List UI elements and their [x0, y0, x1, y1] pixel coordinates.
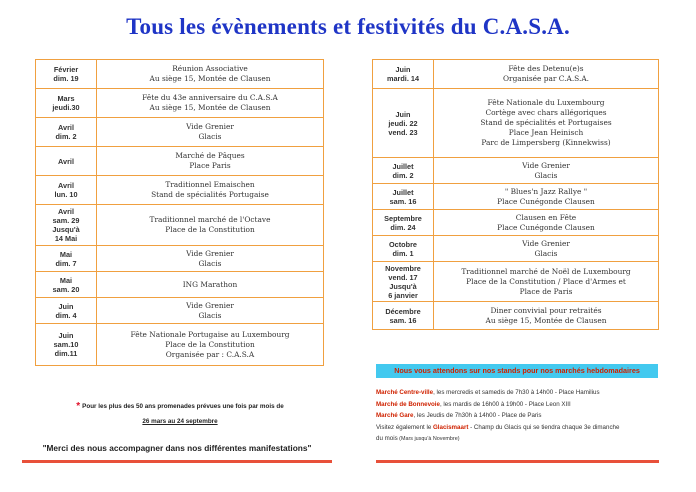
event-date-line: Mai: [59, 249, 73, 259]
event-description-line: Place Cunégonde Clausen: [497, 196, 595, 206]
event-description-line: Place Paris: [189, 161, 231, 170]
event-description: [97, 89, 324, 118]
event-description: [97, 118, 324, 147]
event-description: [97, 324, 324, 366]
event-date: [373, 302, 434, 330]
event-row: [373, 158, 659, 184]
event-description-line: Fête Nationale Portugaise au Luxembourg: [130, 329, 290, 339]
event-row: [36, 205, 324, 246]
event-description-line: Traditionnel Emaischen: [165, 180, 255, 189]
market-details: , les Jeudis de 7h30h à 14h00 - Place de Paris: [413, 412, 542, 419]
event-description: [97, 272, 324, 298]
event-date-line: dim. 4: [55, 310, 77, 320]
event-date-line: dim. 19: [53, 74, 79, 83]
asterisk-icon: *: [76, 401, 81, 412]
event-date-line: dim. 7: [55, 258, 77, 268]
event-description-line: Parc de Limpersberg (Kinnekwiss): [481, 138, 611, 147]
event-date: [36, 89, 97, 118]
event-date-line: Juin: [58, 301, 74, 311]
event-description-line: Clausen en Fête: [515, 212, 577, 222]
event-date: [36, 246, 97, 272]
event-date-line: 14 Mai: [54, 234, 78, 243]
event-date: [373, 236, 434, 262]
event-description: [97, 246, 324, 272]
event-date-line: sam. 16: [389, 196, 417, 206]
event-date: [36, 118, 97, 147]
event-date-line: Juillet: [392, 161, 414, 171]
event-description-line: Cortège avec chars allégoriques: [485, 108, 607, 117]
event-date-line: dim. 1: [392, 248, 414, 258]
event-description: [434, 89, 659, 158]
event-description-line: Au siège 15, Montée de Clausen: [485, 315, 607, 325]
event-date-line: mardi. 14: [386, 74, 420, 83]
event-description-line: Glacis: [198, 132, 222, 141]
event-description-line: Stand de spécialités Portugaise: [151, 190, 269, 199]
event-date-line: 6 janvier: [388, 290, 418, 300]
event-date-line: jeudi. 22: [388, 118, 418, 128]
event-row: [373, 262, 659, 302]
page-title: Tous les évènements et festivités du C.A.S.A.: [126, 14, 570, 39]
event-description-line: Fête des Detenu(e)s: [508, 64, 584, 73]
events-table-right: [372, 59, 659, 330]
event-description-line: Glacis: [198, 258, 222, 268]
event-description-line: Fête Nationale du Luxembourg: [487, 98, 605, 107]
event-description-line: Au siège 15, Montée de Clausen: [149, 74, 271, 83]
event-description: [97, 205, 324, 246]
event-date: [36, 176, 97, 205]
market-item: [376, 387, 658, 399]
market-details: , les mercredis et samedis de 7h30 à 14h00 - Place Hamilius: [433, 389, 600, 396]
event-date-line: Mai: [59, 275, 73, 285]
event-date-line: sam. 20: [52, 284, 80, 294]
event-date: [36, 272, 97, 298]
event-description-line: Diner convivial pour retraités: [490, 305, 602, 315]
event-row: [36, 60, 324, 89]
market-item-continued: [376, 433, 658, 446]
thanks-message: "Merci des nous accompagner dans nos différentes manifestations": [42, 443, 312, 453]
event-date-line: Juillet: [392, 187, 414, 197]
event-date-line: Mars: [57, 94, 75, 103]
event-description-line: Organisée par : C.A.S.A: [165, 349, 255, 359]
event-date-line: dim.11: [54, 349, 78, 358]
event-date-line: vend. 17: [388, 272, 418, 282]
event-date-line: dim. 2: [392, 170, 414, 180]
event-description-line: Vide Grenier: [186, 248, 234, 258]
event-row: [36, 176, 324, 205]
event-date: [373, 60, 434, 89]
market-details-extra: du mois: [376, 435, 398, 442]
event-date-line: jeudi.30: [52, 103, 80, 112]
event-description: [434, 60, 659, 89]
event-date-line: sam.10: [53, 340, 79, 349]
market-item: [376, 422, 658, 434]
event-description-line: Vide Grenier: [522, 238, 570, 248]
promenade-note: [40, 401, 320, 412]
event-description: [97, 147, 324, 176]
event-description-line: Traditionnel marché de l'Octave: [149, 215, 271, 224]
event-row: [373, 302, 659, 330]
event-description: [434, 184, 659, 210]
event-date-line: Février: [53, 65, 79, 74]
event-row: [36, 298, 324, 324]
event-description-line: Glacis: [534, 170, 558, 180]
event-description-line: Place de la Constitution: [165, 339, 255, 349]
weekly-markets-banner: Nous vous attendons sur nos stands pour nos marchés hebdomadaires: [376, 364, 658, 378]
event-description-line: Vide Grenier: [522, 160, 570, 170]
event-date-line: Septembre: [384, 213, 422, 223]
market-item: [376, 399, 658, 411]
event-date-line: Jusqu'à: [389, 281, 417, 291]
event-date-line: Avril: [58, 156, 74, 166]
event-date-line: Décembre: [385, 306, 421, 316]
promenade-dates: 26 mars au 24 septembre: [142, 418, 218, 425]
event-date-line: dim. 2: [55, 132, 77, 141]
event-row: [373, 89, 659, 158]
event-row: [36, 118, 324, 147]
event-row: [36, 147, 324, 176]
event-description-line: Fête du 43e anniversaire du C.A.S.A: [142, 93, 278, 102]
event-description: [97, 176, 324, 205]
event-date: [36, 324, 97, 366]
event-description-line: Marché de Pâques: [175, 151, 245, 160]
red-divider-right: [376, 460, 659, 463]
event-date-line: sam. 29: [52, 216, 80, 225]
events-table-left: [35, 59, 324, 366]
event-date: [36, 298, 97, 324]
event-row: [36, 89, 324, 118]
event-date: [373, 262, 434, 302]
event-row: [373, 210, 659, 236]
event-row: [373, 60, 659, 89]
event-description: [97, 298, 324, 324]
event-description: [434, 302, 659, 330]
event-description-line: Vide Grenier: [186, 300, 234, 310]
event-description-line: Vide Grenier: [186, 122, 234, 131]
promenade-text: Pour les plus des 50 ans promenades prévues une fois par mois de: [82, 403, 284, 410]
event-date-line: Novembre: [385, 263, 421, 273]
event-date: [36, 147, 97, 176]
event-description: [434, 262, 659, 302]
event-description-line: Organisée par C.A.S.A.: [502, 74, 590, 83]
event-description-line: Place de la Constitution / Place d'Armes et: [466, 276, 626, 286]
event-date: [373, 210, 434, 236]
event-description-line: ING Marathon: [182, 279, 238, 289]
event-row: [373, 184, 659, 210]
event-date-line: Avril: [58, 181, 74, 190]
event-date-line: Juin: [58, 331, 74, 340]
event-date-line: lun. 10: [54, 190, 78, 199]
market-name: Marché Centre-ville: [376, 389, 434, 396]
event-description-line: Stand de spécialités et Portugaises: [480, 118, 612, 127]
event-description-line: Place Jean Heinisch: [508, 128, 584, 137]
event-date: [36, 205, 97, 246]
event-date: [373, 158, 434, 184]
event-description-line: Réunion Associative: [172, 64, 248, 73]
event-description: [434, 158, 659, 184]
event-row: [36, 272, 324, 298]
market-name: Marché de Bonnevoie: [376, 400, 440, 408]
event-date-line: Jusqu'à: [52, 225, 80, 234]
market-item: [376, 410, 658, 422]
event-description-line: Glacis: [198, 310, 222, 320]
event-description-line: Traditionnel marché de Noël de Luxembourg: [461, 266, 631, 276]
event-description-line: " Blues'n Jazz Rallye ": [504, 186, 588, 196]
event-row: [36, 324, 324, 366]
event-description-line: Au siège 15, Montée de Clausen: [149, 103, 271, 112]
event-date: [373, 89, 434, 158]
event-date-line: dim. 24: [390, 222, 416, 232]
event-date-line: sam. 16: [389, 315, 417, 325]
event-description-line: Place de Paris: [519, 286, 573, 296]
event-date-line: Avril: [58, 207, 74, 216]
event-date-line: vend. 23: [388, 127, 418, 137]
market-details: - Champ du Glacis qui se tiendra chaque 3e dimanche: [468, 423, 620, 431]
event-date: [36, 60, 97, 89]
market-name: Marché Gare: [376, 412, 414, 419]
event-description: [97, 60, 324, 89]
market-name: Glacismaart: [432, 423, 469, 431]
event-date-line: Octobre: [389, 239, 417, 249]
red-divider-left: [22, 460, 332, 463]
event-description-line: Glacis: [534, 248, 558, 258]
event-description: [434, 236, 659, 262]
market-season: (Mars jusqu'à Novembre): [397, 436, 460, 442]
event-date: [373, 184, 434, 210]
event-row: [373, 236, 659, 262]
event-description: [434, 210, 659, 236]
event-date-line: Juin: [395, 109, 411, 119]
event-row: [36, 246, 324, 272]
weekly-markets-list: [376, 387, 658, 446]
event-description-line: Place de la Constitution: [165, 225, 255, 234]
event-date-line: Avril: [58, 123, 74, 132]
event-date-line: Juin: [395, 65, 411, 74]
market-details: , les mardis de 16h00 à 19h00 - Place Leon XIII: [439, 400, 571, 408]
event-description-line: Place Cunégonde Clausen: [497, 222, 595, 232]
market-prefix: Visitez également le: [376, 423, 433, 431]
